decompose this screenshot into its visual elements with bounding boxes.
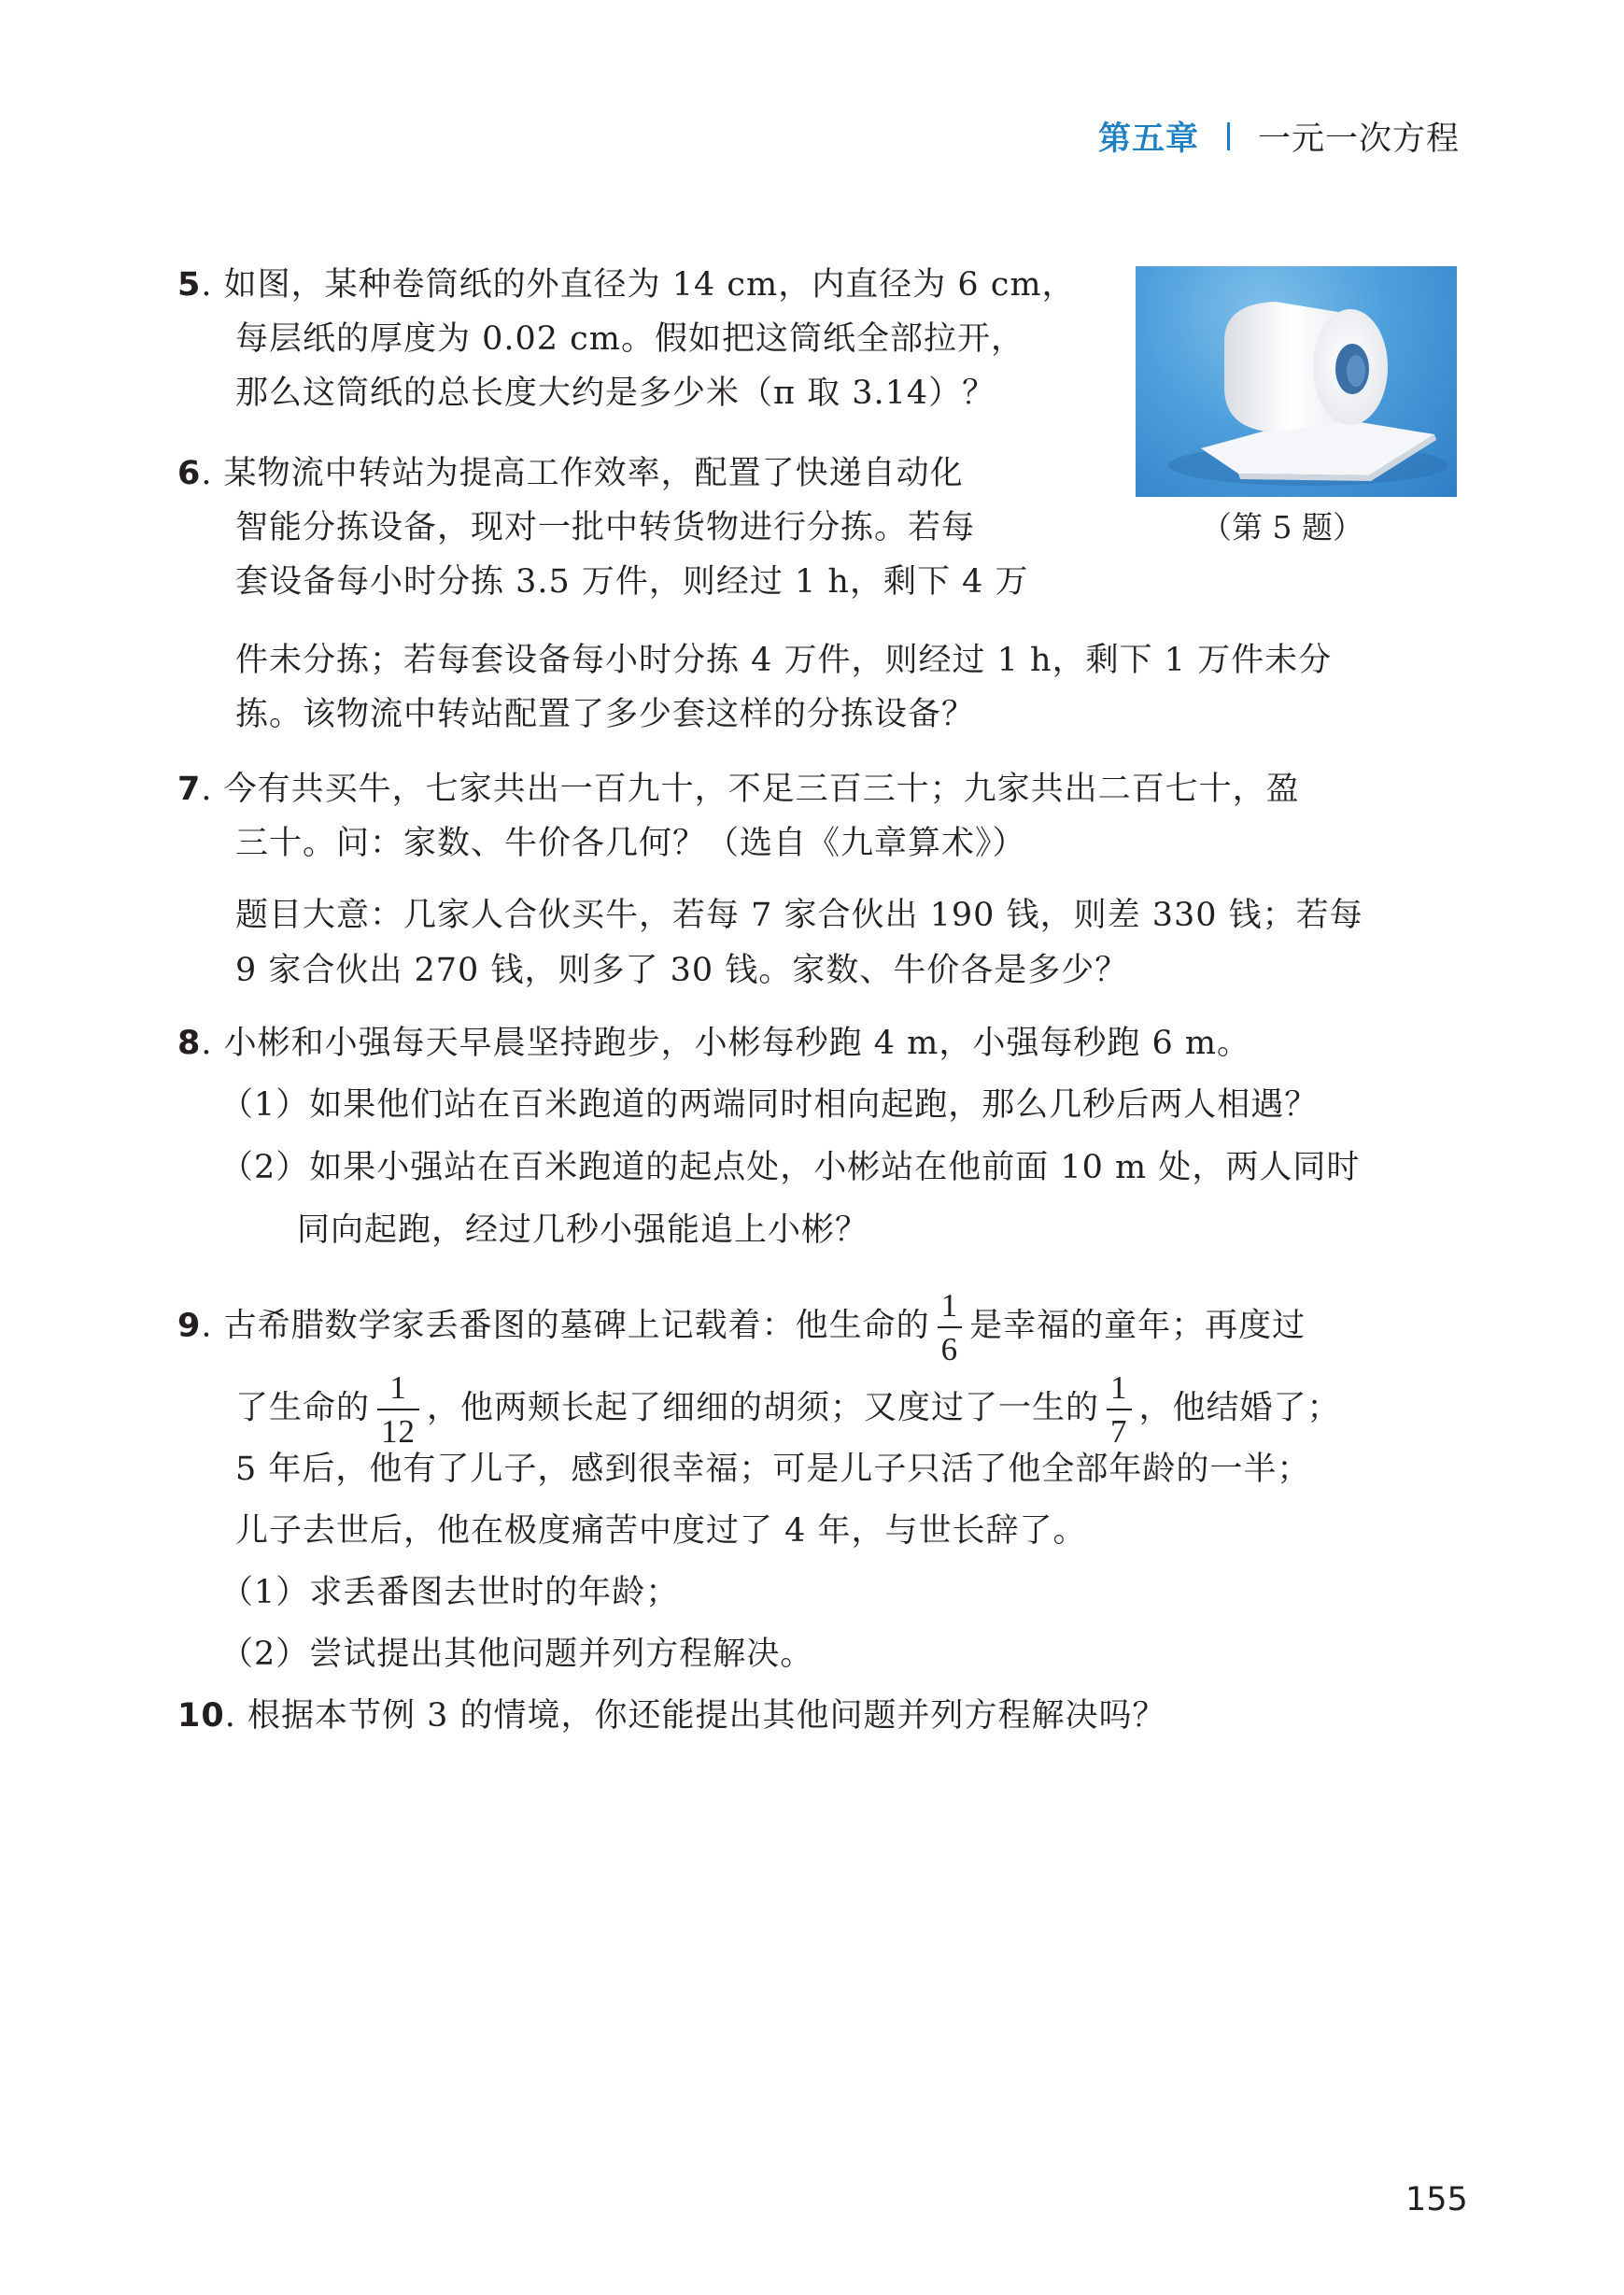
problem-number: 5 <box>177 266 202 304</box>
figure-caption: （第 5 题） <box>1201 509 1363 545</box>
problem-9-line-3: 5 年后，他有了儿子，感到很幸福；可是儿子只活了他全部年龄的一半； <box>235 1451 1311 1488</box>
problem-10-line-1: 10. 根据本节例 3 的情境，你还能提出其他问题并列方程解决吗？ <box>177 1697 1166 1735</box>
problem-number: 6 <box>177 455 202 492</box>
problem-5-line-3: 那么这筒纸的总长度大约是多少米（π 取 3.14）？ <box>235 375 996 412</box>
chapter-title: 一元一次方程 <box>1257 120 1460 158</box>
problem-8-sub-2-line-2: 同向起跑，经过几秒小强能追上小彬？ <box>297 1211 869 1249</box>
page-number: 155 <box>1405 2181 1468 2218</box>
problem-9-line-1: 9. 古希腊数学家丢番图的墓碑上记载着：他生命的 $\frac{1}{6}$ 是幸福的童年；再度过 <box>177 1287 1306 1367</box>
problem-number: 7 <box>177 771 202 808</box>
problem-number: 10 <box>177 1697 225 1735</box>
toilet-paper-roll-photo <box>1136 266 1457 497</box>
running-header <box>1098 110 1460 163</box>
problem-7-line-2: 三十。问：家数、牛价各几何？（选自《九章算术》） <box>235 825 1026 862</box>
problem-9-sub-2: （2）尝试提出其他问题并列方程解决。 <box>220 1636 814 1673</box>
problem-7-line-3: 题目大意：几家人合伙买牛，若每 7 家合伙出 190 钱，则差 330 钱；若每 <box>235 897 1363 934</box>
problem-6-line-1: 6. 某物流中转站为提高工作效率，配置了快递自动化 <box>177 455 964 492</box>
problem-9-line-4: 儿子去世后，他在极度痛苦中度过了 4 年，与世长辞了。 <box>235 1512 1087 1550</box>
toilet-paper-roll-illustration <box>1136 266 1457 497</box>
fraction-one-sixth: $\frac{1}{6}$ <box>938 1289 963 1366</box>
problem-number: 9 <box>177 1307 202 1345</box>
problem-8-line-1: 8. 小彬和小强每天早晨坚持跑步，小彬每秒跑 4 m，小强每秒跑 6 m。 <box>177 1025 1251 1062</box>
problem-6-line-3: 套设备每小时分拣 3.5 万件，则经过 1 h，剩下 4 万 <box>235 563 1029 601</box>
problem-8-sub-2-line-1: （2）如果小强站在百米跑道的起点处，小彬站在他前面 10 m 处，两人同时 <box>220 1149 1361 1186</box>
problem-5-line-1: 5. 如图，某种卷筒纸的外直径为 14 cm，内直径为 6 cm， <box>177 266 1076 304</box>
problem-6-line-2: 智能分拣设备，现对一批中转货物进行分拣。若每 <box>235 509 976 546</box>
problem-5-line-2: 每层纸的厚度为 0.02 cm。假如把这筒纸全部拉开， <box>235 320 1024 358</box>
header-divider <box>1227 122 1230 150</box>
problem-number: 8 <box>177 1025 202 1062</box>
problem-9-line-2: 了生命的 $\frac{1}{12}$ ，他两颊长起了细细的胡须；又度过了一生的 $\frac{1}{7}$ ，他结婚了； <box>235 1369 1341 1450</box>
problem-7-line-1: 7. 今有共买牛，七家共出一百九十，不足三百三十；九家共出二百七十，盈 <box>177 771 1300 808</box>
problem-8-sub-1: （1）如果他们站在百米跑道的两端同时相向起跑，那么几秒后两人相遇？ <box>220 1086 1319 1124</box>
chapter-label: 第五章 <box>1097 120 1199 158</box>
fraction-one-twelfth: $\frac{1}{12}$ <box>377 1371 419 1448</box>
problem-6-line-4: 件未分拣；若每套设备每小时分拣 4 万件，则经过 1 h，剩下 1 万件未分 <box>235 642 1333 679</box>
fraction-one-seventh: $\frac{1}{7}$ <box>1107 1371 1132 1448</box>
problem-7-line-4: 9 家合伙出 270 钱，则多了 30 钱。家数、牛价各是多少？ <box>235 952 1129 989</box>
problem-6-line-5: 拣。该物流中转站配置了多少套这样的分拣设备？ <box>235 696 976 733</box>
problem-9-sub-1: （1）求丢番图去世时的年龄； <box>220 1574 680 1611</box>
